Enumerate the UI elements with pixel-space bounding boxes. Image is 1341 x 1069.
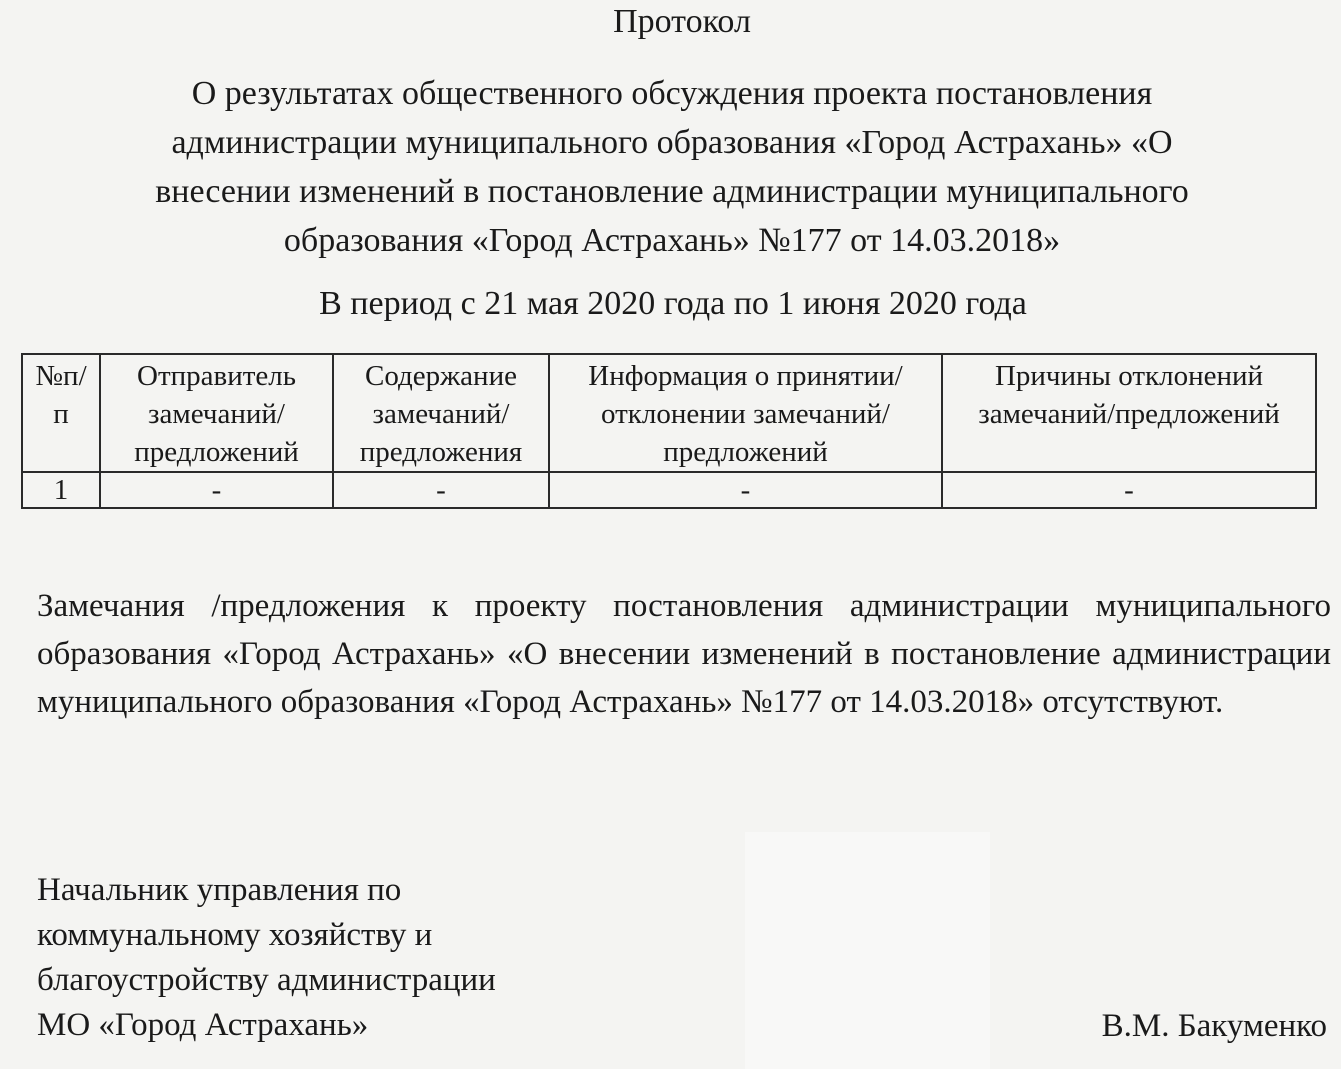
signer-position [37, 868, 737, 1048]
document-title: Протокол [613, 3, 751, 40]
signer-name: В.М. Бакуменко [1101, 1008, 1327, 1044]
subject-line: внесении изменений в постановление администрации муниципального [155, 173, 1189, 210]
header-sender: Отправитель замечаний/ предложений [100, 354, 333, 472]
signer-position-line: коммунальному хозяйству и [37, 917, 433, 953]
table-row [22, 472, 1316, 508]
comments-table [21, 353, 1317, 509]
document-subject [30, 69, 1314, 265]
signer-position-line: МО «Город Астрахань» [37, 1007, 369, 1043]
subject-line: администрации муниципального образования «Город Астрахань» «О [171, 124, 1173, 161]
table-cell: - [100, 472, 333, 508]
discussion-period: В период с 21 мая 2020 года по 1 июня 2020 года [319, 285, 1027, 322]
header-decision: Информация о принятии/отклонении замечаний/предложений [549, 354, 942, 472]
header-number: №п/ п [22, 354, 100, 472]
table-cell: - [333, 472, 549, 508]
header-content: Содержание замечаний/ предложения [333, 354, 549, 472]
subject-line: О результатах общественного обсуждения проекта постановления [191, 75, 1153, 112]
table-header-row [22, 354, 1316, 472]
table-cell: 1 [22, 472, 100, 508]
signature-area [745, 832, 990, 1069]
table-cell: - [549, 472, 942, 508]
signer-position-line: Начальник управления по [37, 872, 402, 908]
header-reasons: Причины отклонений замечаний/предложений [942, 354, 1316, 472]
subject-line: образования «Город Астрахань» №177 от 14.03.2018» [283, 222, 1061, 259]
conclusion-paragraph: Замечания /предложения к проекту постановления администрации муниципального образования «Город Астрахань» «О внесении изменений в постановление администрации муниципального образования «Город Астрахань» №177 от 14.03.2018» отсутствуют. [37, 588, 1331, 720]
signer-position-line: благоустройству администрации [37, 962, 496, 998]
table-cell: - [942, 472, 1316, 508]
